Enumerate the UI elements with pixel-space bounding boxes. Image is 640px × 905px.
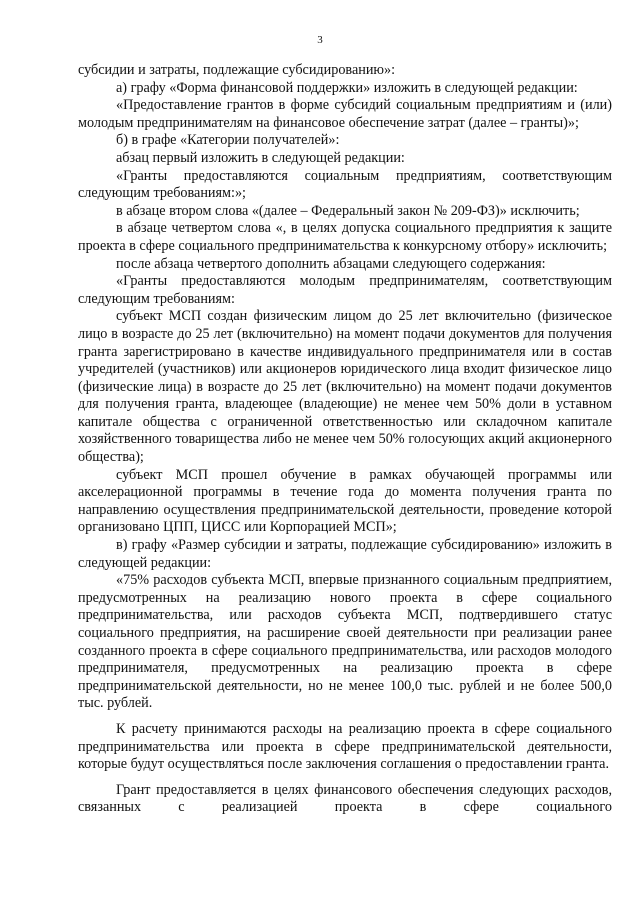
paragraph: «Гранты предоставляются молодым предпринимателям, соответствующим следующим требованиям: xyxy=(78,273,612,307)
paragraph: субъект МСП прошел обучение в рамках обучающей программы или акселерационной программы в течение года до момента получения гранта по направлению осуществления предпринимательской деятельности, проведение которой организовано ЦПП, ЦИСС или Корпорацией МСП»; xyxy=(78,466,612,536)
paragraph: Грант предоставляется в целях финансового обеспечения следующих расходов, связанных с реализацией проекта в сфере социального xyxy=(78,781,612,816)
paragraph: «75% расходов субъекта МСП, впервые признанного социальным предприятием, предусмотренных на реализацию нового проекта в сфере социального предпринимательства, или расходов субъекта МСП, подтвердившего статус социального предприятия, на расширение своей деятельности при реализации ранее созданного проекта в сфере социального предпринимательства, или расходов молодого предпринимателя, предусмотренных на реализацию проекта в сфере предпринимательской деятельности, но не менее 100,0 тыс. рублей и не более 500,0 тыс. рублей. xyxy=(78,572,612,712)
paragraph: «Гранты предоставляются социальным предприятиям, соответствующим следующим требованиям:»; xyxy=(78,167,612,202)
paragraph: после абзаца четвертого дополнить абзацами следующего содержания: xyxy=(116,255,546,272)
paragraph: «Предоставление грантов в форме субсидий социальным предприятиям и (или) молодым предпринимателям на финансовое обеспечение затрат (далее – гранты)»; xyxy=(78,97,612,131)
paragraph: абзац первый изложить в следующей редакции: xyxy=(116,149,405,166)
paragraph: а) графу «Форма финансовой поддержки» изложить в следующей редакции: xyxy=(116,79,578,96)
paragraph: в абзаце четвертом слова «, в целях допуска социального предприятия к защите проекта в сфере социального предпринимательства к конкурсному отбору» исключить; xyxy=(78,220,612,254)
paragraph: в абзаце втором слова «(далее – Федеральный закон № 209-ФЗ)» исключить; xyxy=(116,202,580,219)
paragraph: К расчету принимаются расходы на реализацию проекта в сфере социального предпринимательства или проекта в сфере предпринимательской деятельности, которые будут осуществляться после заключения соглашения о предоставлении гранта. xyxy=(78,720,612,773)
paragraph: субсидии и затраты, подлежащие субсидированию»: xyxy=(78,62,396,78)
page-number: 3 xyxy=(317,34,323,46)
paragraph: в) графу «Размер субсидии и затраты, подлежащие субсидированию» изложить в следующей редакции: xyxy=(78,537,612,571)
paragraph: б) в графе «Категории получателей»: xyxy=(116,132,340,149)
paragraph: субъект МСП создан физическим лицом до 25 лет включительно (физическое лицо в возрасте до 25 лет (включительно) на момент подачи документов для получения гранта зарегистрировано в качестве индивидуального предпринимателя или в состав учредителей (участников) или акционеров юридического лица входит физическое лицо (физические лица) в возрасте до 25 лет (включительно) на момент подачи документов для получения гранта, владеющее (владеющие) не менее чем 50% доли в уставном капитале общества с ограниченной ответственностью или складочном капитале хозяйственного товарищества либо не менее чем 50% голосующих акций акционерного общества); xyxy=(78,308,612,466)
document-body xyxy=(78,62,612,817)
